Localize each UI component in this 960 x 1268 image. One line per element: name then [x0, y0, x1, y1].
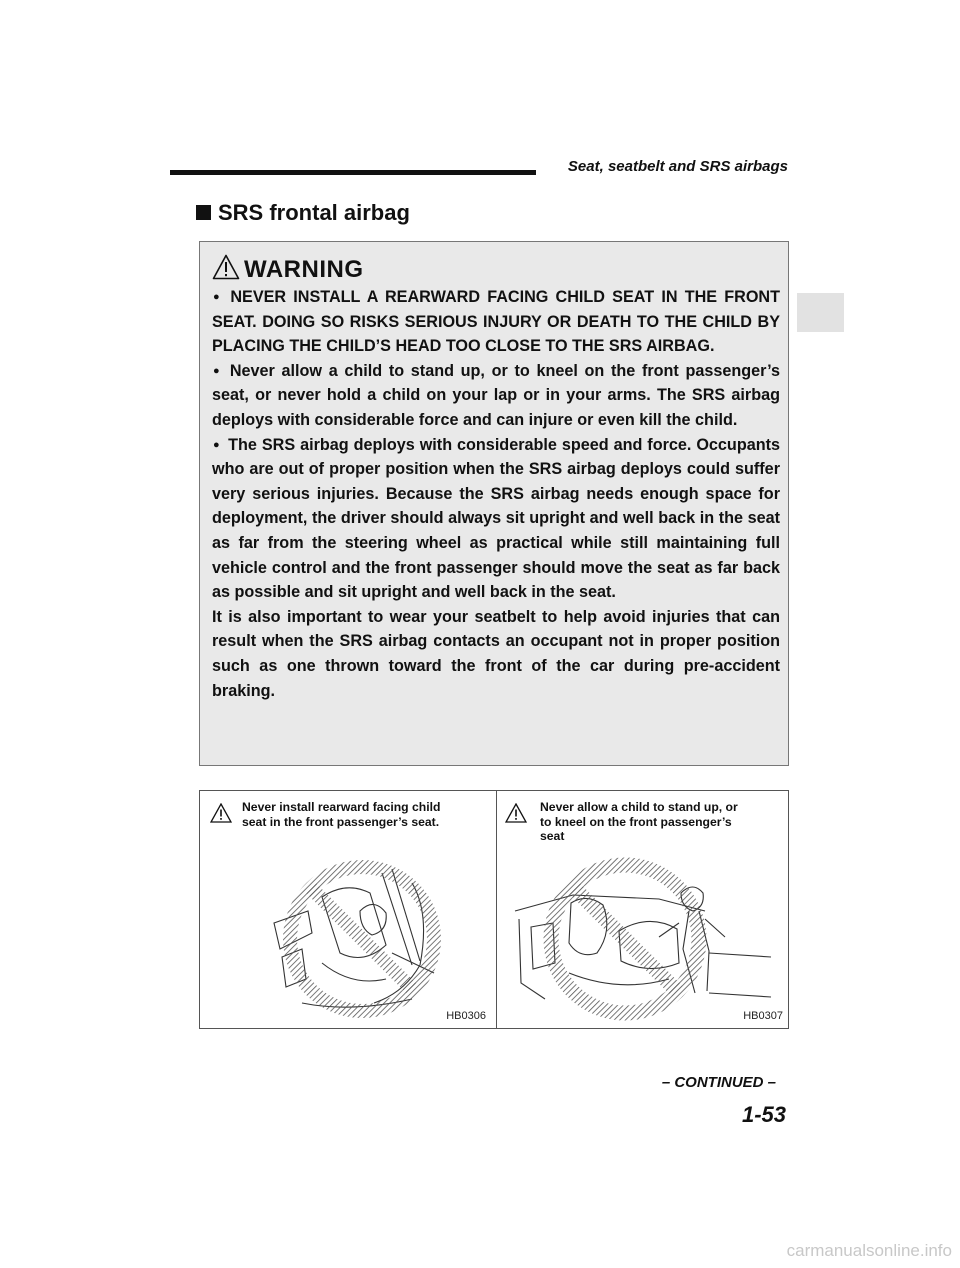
figure-right: [497, 791, 791, 1028]
figure-panel: [199, 790, 789, 1029]
warning-text: [212, 285, 780, 703]
watermark: carmanualsonline.info: [786, 1241, 952, 1260]
figure-code: HB0307: [743, 1010, 783, 1022]
warning-triangle-icon: [505, 803, 527, 823]
warning-triangle-icon: [210, 803, 232, 823]
warning-item-3: ● The SRS airbag deploys with considerable speed and force. Occupants who are out of proper position when the SRS airbag deploys could suffer very serious injuries. Because the SRS airbag needs enough space for deployment, the driver should always sit upright and well back in the seat as far from the steering wheel as practical while still maintaining full vehicle control and the front passenger should move the seat as far back as possible and sit upright and well back in the seat.: [212, 435, 780, 602]
figure-left-caption: Never install rearward facing child seat in the front passenger’s seat.: [242, 800, 441, 829]
figure-left: [200, 791, 494, 1028]
child-standing-illustration: [509, 853, 781, 1025]
section-title-text: SRS frontal airbag: [218, 200, 410, 225]
header-rule: [170, 170, 536, 175]
rearward-child-seat-illustration: [262, 853, 462, 1023]
bullet-icon: ●: [213, 438, 221, 451]
warning-triangle-icon: [212, 254, 240, 280]
figure-right-caption: Never allow a child to stand up, or to kneel on the front passenger’s seat: [540, 800, 738, 843]
warning-paragraph-4: It is also important to wear your seatbelt to help avoid injuries that can result when the SRS airbag contacts an occupant not in proper position such as one thrown toward the front of the car during pre-accident braking.: [212, 607, 780, 700]
bullet-icon: ●: [213, 291, 223, 303]
figure-code: HB0306: [446, 1010, 486, 1022]
page-number: 1-53: [741, 1102, 786, 1127]
warning-item-2: ● Never allow a child to stand up, or to kneel on the front passenger’s seat, or never hold a child on your lap or in your arms. The SRS airbag deploys with considerable force and can injure or even kill the child.: [212, 361, 780, 429]
bullet-icon: ●: [213, 364, 222, 377]
section-heading: [196, 200, 410, 226]
warning-box: [199, 241, 789, 766]
chapter-tab: [797, 293, 844, 332]
square-bullet-icon: [196, 205, 211, 220]
warning-item-1: ● NEVER INSTALL A REARWARD FACING CHILD SEAT IN THE FRONT SEAT. DOING SO RISKS SERIOUS INJURY OR DEATH TO THE CHILD BY PLACING THE CHILD’S HEAD TOO CLOSE TO THE SRS AIRBAG.: [212, 288, 780, 356]
warning-heading: WARNING: [244, 256, 364, 283]
continued-label: – CONTINUED –: [661, 1074, 776, 1091]
running-header: Seat, seatbelt and SRS airbags: [567, 158, 788, 175]
